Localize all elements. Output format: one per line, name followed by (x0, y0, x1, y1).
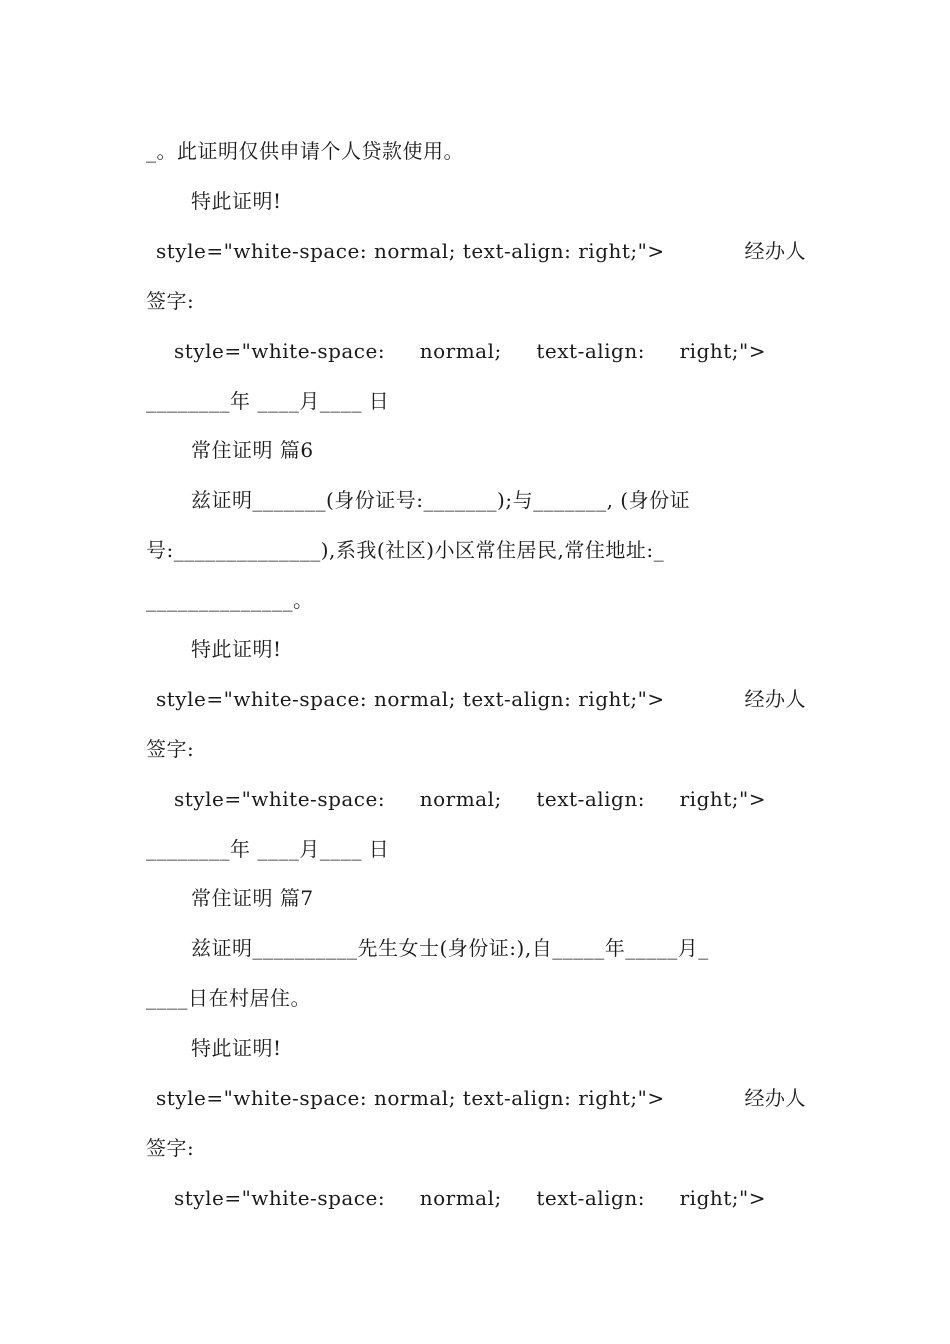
text-line: 特此证明! (191, 637, 282, 661)
text-line: 兹证明__________先生女士(身份证:),自_____年_____月_ (191, 936, 709, 960)
code-part: text-align: (536, 1186, 645, 1210)
code-fragment: style="white-space: normal; text-align: right;"> (156, 1086, 665, 1110)
code-part: style="white-space: (174, 339, 386, 363)
section-heading: 常住证明 篇6 (191, 438, 314, 462)
signature-line (156, 686, 806, 712)
text-line: ______________。 (146, 588, 314, 612)
text-line: 特此证明! (191, 189, 282, 213)
signer-label: 经办人 (744, 239, 806, 263)
text-line: 签字: (146, 289, 195, 313)
signer-label: 经办人 (744, 1086, 806, 1110)
signer-label: 经办人 (744, 687, 806, 711)
signature-line (156, 1085, 806, 1111)
date-line: ________年 ____月____ 日 (146, 389, 390, 413)
text-line: 签字: (146, 1136, 195, 1160)
code-line (174, 786, 766, 812)
code-part: right;"> (679, 787, 766, 811)
text-line: _。此证明仅供申请个人贷款使用。 (146, 139, 464, 163)
code-fragment: style="white-space: normal; text-align: right;"> (156, 239, 665, 263)
text-line: 兹证明_______(身份证号:_______);与_______, (身份证 (191, 488, 691, 512)
code-part: normal; (419, 339, 502, 363)
text-line: 签字: (146, 737, 195, 761)
text-line: 特此证明! (191, 1036, 282, 1060)
code-part: right;"> (679, 1186, 766, 1210)
section-heading: 常住证明 篇7 (191, 886, 314, 910)
signature-line (156, 238, 806, 264)
code-part: normal; (419, 1186, 502, 1210)
code-part: text-align: (536, 787, 645, 811)
text-line: 号:______________),系我(社区)小区常住居民,常住地址:_ (146, 538, 665, 562)
text-line: ____日在村居住。 (146, 986, 311, 1010)
code-fragment: style="white-space: normal; text-align: right;"> (156, 687, 665, 711)
code-part: text-align: (536, 339, 645, 363)
code-part: right;"> (679, 339, 766, 363)
code-part: normal; (419, 787, 502, 811)
date-line: ________年 ____月____ 日 (146, 837, 390, 861)
code-part: style="white-space: (174, 787, 386, 811)
code-part: style="white-space: (174, 1186, 386, 1210)
code-line (174, 338, 766, 364)
code-line (174, 1185, 766, 1211)
